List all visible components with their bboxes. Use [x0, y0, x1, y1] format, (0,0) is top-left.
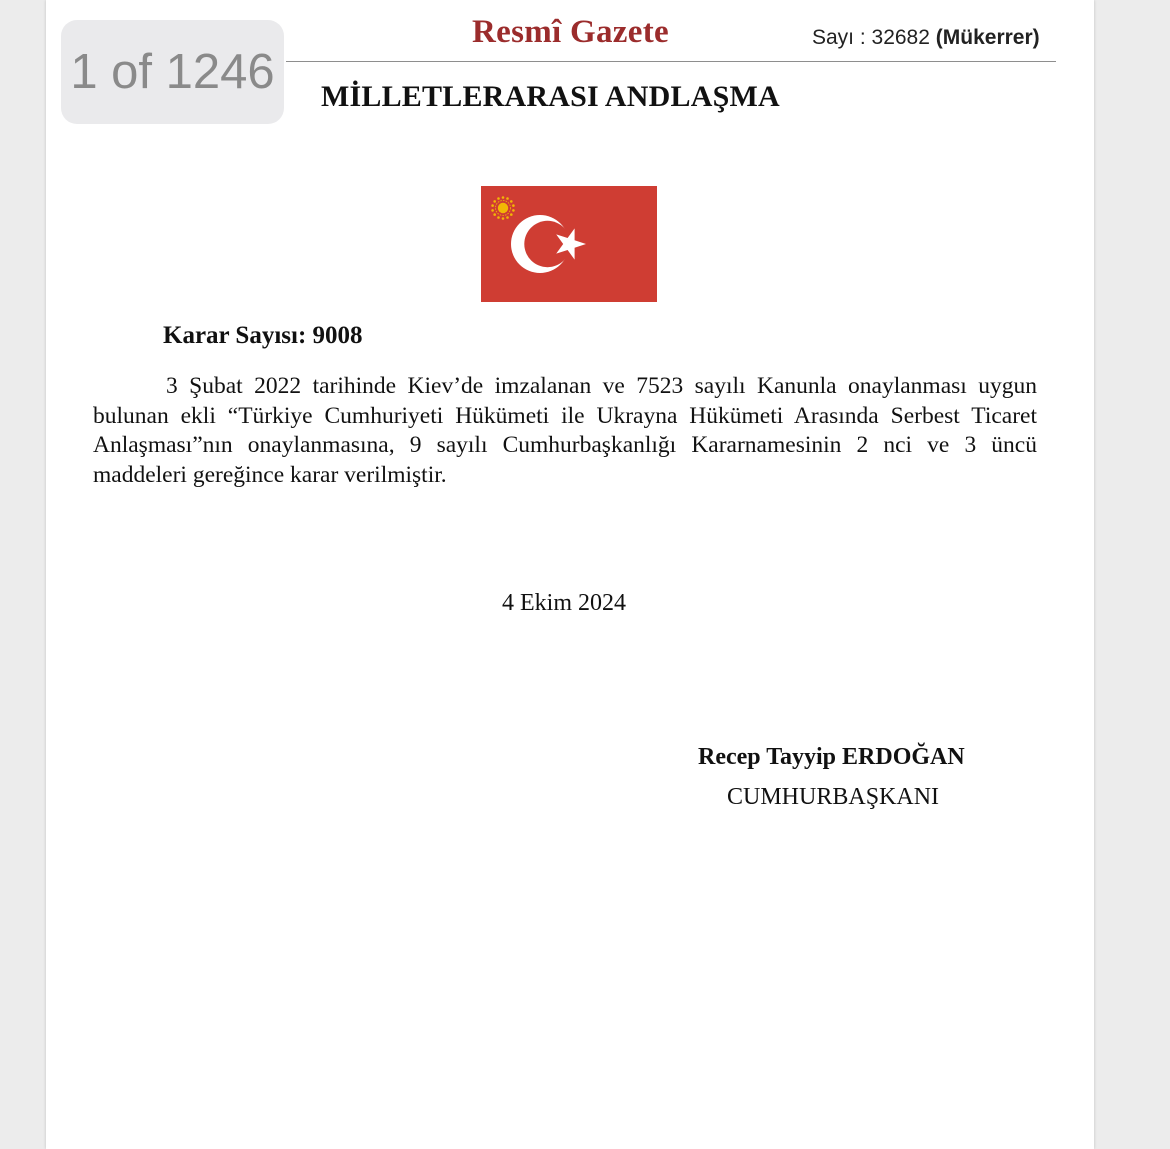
gazette-masthead: Resmî Gazete — [472, 14, 669, 50]
decision-body-text: 3 Şubat 2022 tarihinde Kiev’de imzalanan ve 7523 sayılı Kanunla onaylanması uygun bulunan ekli “Türkiye Cumhuriyeti Hükümeti ile Ukrayna Hükümeti Arasında Serbest Ticaret Anlaşması”nın onaylanmasına, 9 sayılı Cumhurbaşkanlığı Kararnamesinin 2 nci ve 3 üncü maddeleri gereğince karar verilmiştir. — [93, 373, 1037, 488]
decision-date: 4 Ekim 2024 — [502, 590, 626, 616]
turkish-flag-icon — [481, 186, 657, 302]
issue-number — [812, 26, 1040, 50]
header-divider — [286, 61, 1056, 62]
issue-label: Sayı : 32682 — [812, 26, 930, 49]
decision-number: Karar Sayısı: 9008 — [163, 322, 363, 349]
section-title: MİLLETLERARASI ANDLAŞMA — [321, 80, 780, 113]
signer-name: Recep Tayyip ERDOĞAN — [698, 744, 965, 770]
issue-note: (Mükerrer) — [935, 26, 1040, 49]
signer-title: CUMHURBAŞKANI — [727, 784, 940, 810]
page-counter-badge: 1 of 1246 — [61, 20, 284, 124]
document-page[interactable] — [46, 0, 1094, 1149]
